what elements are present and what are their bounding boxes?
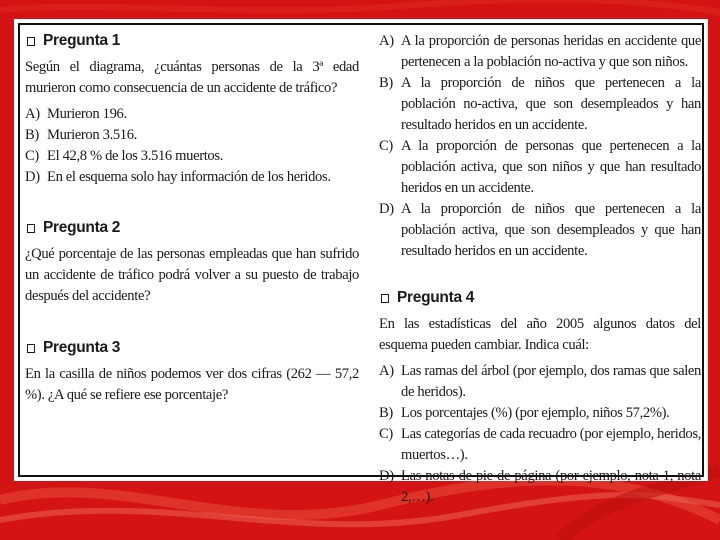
question-3-options [379, 31, 701, 262]
question-3-text: En la casilla de niños podemos ver dos cifras (262 — 57,2 %). ¿A qué se refiere ese porcentaje? [25, 366, 359, 403]
question-1-text: Según el diagrama, ¿cuántas personas de la 3ª edad murieron como consecuencia de un accidente de tráfico? [25, 59, 359, 96]
checkbox-icon [27, 224, 35, 233]
option-item: A) Las ramas del árbol (por ejemplo, dos ramas que salen de heridos). [379, 363, 701, 400]
question-1-heading [25, 31, 359, 51]
option-item: B) Murieron 3.516. [25, 127, 138, 143]
question-3-heading [25, 338, 359, 358]
option-item: B) Los porcentajes (%) (por ejemplo, niños 57,2%). [379, 405, 670, 421]
option-item: A) A la proporción de personas heridas en accidente que pertenecen a la población no-activa y que son niños. [379, 33, 701, 70]
question-2-heading [25, 218, 359, 238]
question-2-text: ¿Qué porcentaje de las personas empleadas que han sufrido un accidente de tráfico podrá volver a su puesto de trabajo después del accidente? [25, 246, 359, 304]
checkbox-icon [27, 344, 35, 353]
right-column [379, 31, 701, 508]
checkbox-icon [381, 294, 389, 303]
question-2-title: Pregunta 2 [43, 219, 121, 236]
option-item: C) A la proporción de personas que pertenecen a la población activa, que son niños y que han resultado heridos en un accidente. [379, 138, 701, 196]
question-4-text: En las estadísticas del año 2005 algunos datos del esquema pueden cambiar. Indica cuál: [379, 316, 701, 353]
option-item: D) Las notas de pie de página (por ejemplo, nota 1, nota 2,…). [379, 468, 701, 505]
checkbox-icon [27, 37, 35, 46]
left-column [25, 31, 359, 406]
option-item: A) Murieron 196. [25, 106, 127, 122]
option-item: C) Las categorías de cada recuadro (por ejemplo, heridos, muertos…). [379, 426, 701, 463]
question-4-heading [379, 288, 701, 308]
question-3-title: Pregunta 3 [43, 339, 121, 356]
question-4-options [379, 361, 701, 508]
question-1-options [25, 104, 359, 188]
question-4-title: Pregunta 4 [397, 289, 475, 306]
option-item: D) A la proporción de niños que pertenecen a la población activa, que son desempleados y que han resultado heridos en un accidente. [379, 201, 701, 259]
option-item: D) En el esquema solo hay información de los heridos. [25, 169, 331, 185]
worksheet-page [14, 19, 708, 505]
option-item: B) A la proporción de niños que pertenecen a la población no-activa, que son desempleados y han resultado heridos en un accidente. [379, 75, 701, 133]
option-item: C) El 42,8 % de los 3.516 muertos. [25, 148, 224, 164]
question-1-title: Pregunta 1 [43, 32, 121, 49]
